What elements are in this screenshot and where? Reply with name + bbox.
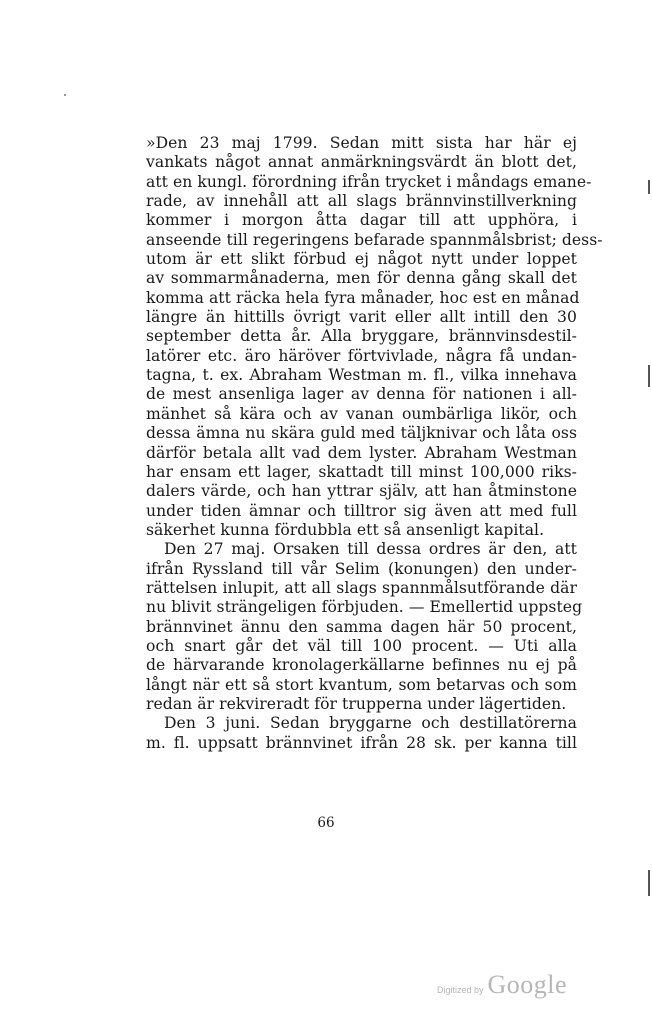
google-logo: Google (487, 970, 568, 999)
text-line: dalers värde, och han yttrar själv, att han åtminstone (146, 482, 577, 501)
text-line: komma att räcka hela fyra månader, hoc est en månad (146, 288, 580, 307)
text-line: av sommarmånaderna, men för denna gång skall det (146, 269, 577, 288)
edge-mark (648, 870, 650, 896)
text-line: och snart går det väl till 100 procent. — Uti alla (146, 636, 577, 655)
speck-mark (64, 94, 66, 96)
text-line: under tiden ämnar och tilltror sig även att med full (146, 501, 577, 520)
text-line: har ensam ett lager, skattadt till minst 100,000 riks- (146, 462, 577, 481)
text-line: de härvarande kronolagerkällarne befinnes nu ej på (146, 656, 577, 675)
body-text (146, 134, 603, 753)
text-line: nu blivit strängeligen förbjuden. — Emellertid uppsteg (146, 598, 583, 617)
text-line: mänhet så kära och av vanan oumbärliga likör, och (146, 404, 577, 423)
text-line: ifrån Ryssland till vår Selim (konungen) den under- (146, 559, 577, 578)
text-line: dessa ämna nu skära guld med täljknivar och låta oss (146, 424, 577, 443)
text-line: anseende till regeringens befarade spannmålsbrist; dess- (146, 230, 603, 249)
text-line: långt när ett så stort kvantum, som betarvas och som (146, 675, 577, 694)
edge-mark (648, 365, 650, 387)
watermark-prefix: Digitized by (437, 985, 484, 995)
text-line: redan är rekvireradt för trupperna under lägertiden. (146, 694, 567, 713)
digitized-watermark (437, 970, 567, 1000)
text-line: »Den 23 maj 1799. Sedan mitt sista har här ej (146, 134, 577, 152)
text-line: utom är ett slikt förbud ej något nytt under loppet (146, 250, 577, 269)
text-line: vankats något annat anmärkningsvärdt än blott det, (146, 153, 577, 172)
text-line: Den 3 juni. Sedan bryggarne och destillatörerna (164, 714, 577, 733)
text-line: att en kungl. förordning ifrån trycket i måndags emane- (146, 172, 592, 191)
text-line: latörer etc. äro häröver förtvivlade, några få undan- (146, 346, 577, 365)
text-line: september detta år. Alla bryggare, brännvinsdestil- (146, 327, 577, 346)
page-number: 66 (317, 815, 335, 831)
text-line: kommer i morgon åtta dagar till att upphöra, i (146, 211, 577, 230)
text-line: Den 27 maj. Orsaken till dessa ordres är den, att (164, 540, 577, 559)
text-line: tagna, t. ex. Abraham Westman m. fl., vilka innehava (146, 366, 577, 385)
text-line: säkerhet kunna fördubbla ett så ansenligt kapital. (146, 520, 545, 539)
text-line: därför betala allt vad dem lyster. Abraham Westman (146, 443, 577, 462)
edge-mark (648, 180, 650, 194)
text-line: rättelsen inlupit, att all slags spannmålsutförande där (146, 578, 577, 597)
text-line: brännvinet ännu den samma dagen här 50 procent, (146, 617, 577, 636)
text-line: rade, av innehåll att all slags brännvinstillverkning (146, 192, 577, 211)
text-line: längre än hittills övrigt varit eller allt intill den 30 (146, 308, 577, 327)
text-line: m. fl. uppsatt brännvinet ifrån 28 sk. per kanna till (146, 733, 577, 752)
text-line: de mest ansenliga lager av denna för nationen i all- (146, 385, 577, 404)
